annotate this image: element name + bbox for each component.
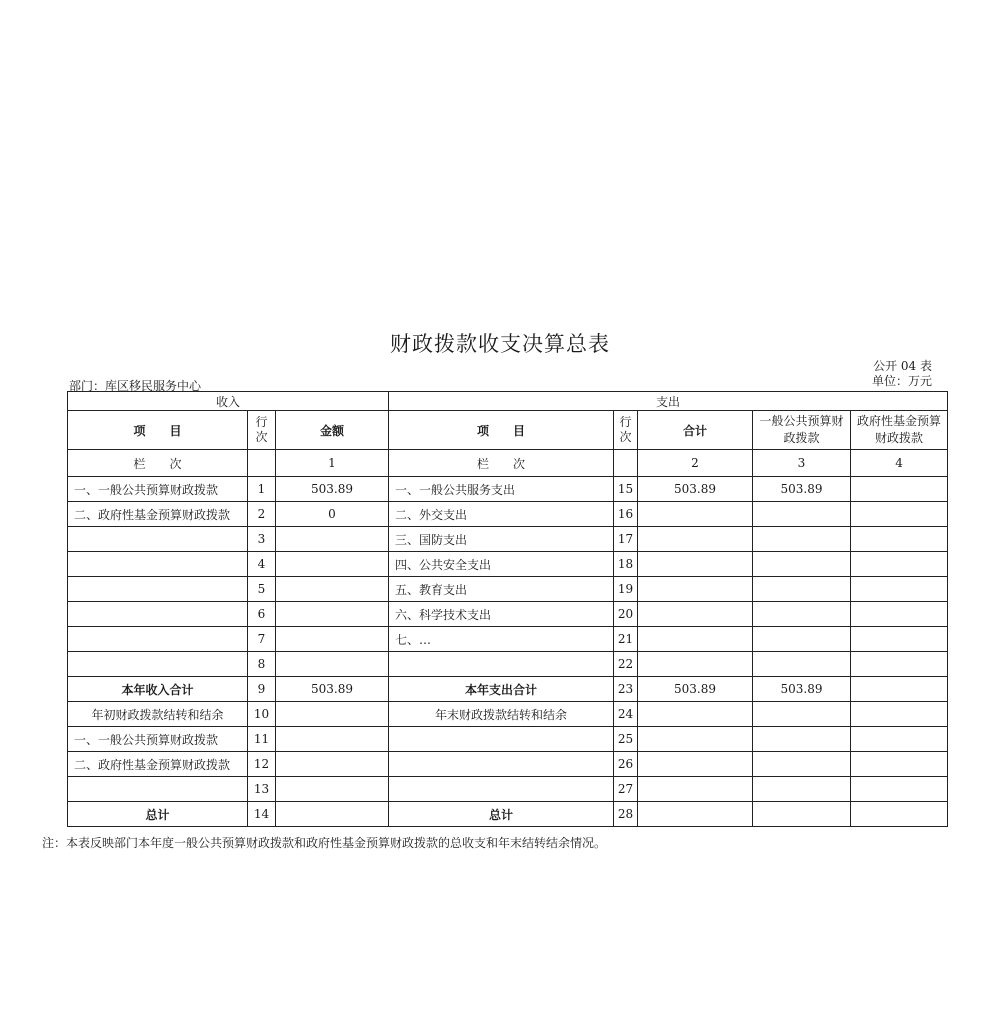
income-amount-cell <box>276 727 389 752</box>
table-row <box>68 502 948 527</box>
table-row <box>68 777 948 802</box>
gov-fund-cell <box>851 577 948 602</box>
gov-fund-cell <box>851 677 948 702</box>
gov-fund-cell <box>851 752 948 777</box>
expense-row-no-cell: 22 <box>614 652 638 677</box>
expense-item-cell: 三、国防支出 <box>389 527 614 552</box>
income-header: 收入 <box>68 392 389 411</box>
income-amount-cell <box>276 602 389 627</box>
income-amount-cell <box>276 652 389 677</box>
expense-item-header: 项 目 <box>389 411 614 450</box>
table-row <box>68 552 948 577</box>
income-amount-cell <box>276 627 389 652</box>
column-number-3: 3 <box>753 450 851 477</box>
income-item-cell <box>68 602 248 627</box>
expense-row-no-cell: 25 <box>614 727 638 752</box>
expense-row-no-cell: 21 <box>614 627 638 652</box>
expense-total-cell: 503.89 <box>638 477 753 502</box>
gov-fund-header: 政府性基金预算财政拨款 <box>851 411 948 450</box>
income-row-no-cell: 4 <box>248 552 276 577</box>
expense-total-cell <box>638 652 753 677</box>
general-budget-cell <box>753 602 851 627</box>
expense-total-cell <box>638 527 753 552</box>
expense-item-cell: 总计 <box>389 802 614 827</box>
income-item-cell <box>68 627 248 652</box>
table-row <box>68 677 948 702</box>
expense-item-cell: 四、公共安全支出 <box>389 552 614 577</box>
gov-fund-cell <box>851 652 948 677</box>
expense-total-cell <box>638 502 753 527</box>
income-amount-cell <box>276 752 389 777</box>
income-row-no-cell: 3 <box>248 527 276 552</box>
general-budget-cell <box>753 752 851 777</box>
general-budget-cell <box>753 577 851 602</box>
expense-row-no-cell: 23 <box>614 677 638 702</box>
income-amount-cell: 503.89 <box>276 677 389 702</box>
general-budget-cell <box>753 502 851 527</box>
general-budget-cell: 503.89 <box>753 477 851 502</box>
expense-total-header: 合计 <box>638 411 753 450</box>
income-amount-cell <box>276 802 389 827</box>
department-label: 部门：库区移民服务中心 <box>69 379 202 393</box>
table-row <box>68 802 948 827</box>
column-label-left: 栏 次 <box>68 450 248 477</box>
gov-fund-cell <box>851 527 948 552</box>
income-row-no-cell: 2 <box>248 502 276 527</box>
expense-item-cell <box>389 727 614 752</box>
expense-item-cell: 一、一般公共服务支出 <box>389 477 614 502</box>
expense-header: 支出 <box>389 392 948 411</box>
expense-row-no-cell: 27 <box>614 777 638 802</box>
general-budget-cell <box>753 802 851 827</box>
income-item-cell: 本年收入合计 <box>68 677 248 702</box>
report-title: 财政拨款收支决算总表 <box>390 332 610 356</box>
general-budget-cell <box>753 652 851 677</box>
income-item-cell: 一、一般公共预算财政拨款 <box>68 727 248 752</box>
income-item-cell <box>68 777 248 802</box>
gov-fund-cell <box>851 727 948 752</box>
expense-row-no-cell: 28 <box>614 802 638 827</box>
general-budget-cell <box>753 552 851 577</box>
footnote: 注：本表反映部门本年度一般公共预算财政拨款和政府性基金预算财政拨款的总收支和年末结转结余情况。 <box>42 836 607 850</box>
income-row-no-cell: 12 <box>248 752 276 777</box>
expense-row-no-cell: 26 <box>614 752 638 777</box>
income-row-no-cell: 1 <box>248 477 276 502</box>
column-blank-right <box>614 450 638 477</box>
expense-total-cell <box>638 702 753 727</box>
income-row-no-cell: 9 <box>248 677 276 702</box>
income-item-cell <box>68 577 248 602</box>
general-budget-cell: 503.89 <box>753 677 851 702</box>
income-row-no-cell: 6 <box>248 602 276 627</box>
gov-fund-cell <box>851 602 948 627</box>
gov-fund-cell <box>851 777 948 802</box>
table-row <box>68 652 948 677</box>
expense-total-cell <box>638 627 753 652</box>
income-row-no-header: 行次 <box>248 411 276 450</box>
expense-item-cell: 五、教育支出 <box>389 577 614 602</box>
general-budget-cell <box>753 727 851 752</box>
column-blank-left <box>248 450 276 477</box>
expense-total-cell <box>638 777 753 802</box>
income-item-cell: 总计 <box>68 802 248 827</box>
income-amount-header: 金额 <box>276 411 389 450</box>
expense-item-cell <box>389 652 614 677</box>
expense-row-no-cell: 24 <box>614 702 638 727</box>
gov-fund-cell <box>851 702 948 727</box>
gov-fund-cell <box>851 552 948 577</box>
table-row <box>68 627 948 652</box>
income-item-cell: 二、政府性基金预算财政拨款 <box>68 752 248 777</box>
general-budget-cell <box>753 527 851 552</box>
general-budget-header: 一般公共预算财政拨款 <box>753 411 851 450</box>
expense-row-no-header: 行次 <box>614 411 638 450</box>
table-row <box>68 602 948 627</box>
expense-total-cell <box>638 552 753 577</box>
income-amount-cell <box>276 777 389 802</box>
table-row <box>68 727 948 752</box>
general-budget-cell <box>753 627 851 652</box>
table-row <box>68 527 948 552</box>
income-row-no-cell: 7 <box>248 627 276 652</box>
expense-item-cell: 二、外交支出 <box>389 502 614 527</box>
expense-total-cell: 503.89 <box>638 677 753 702</box>
income-amount-cell: 503.89 <box>276 477 389 502</box>
column-number-4: 4 <box>851 450 948 477</box>
column-number-1: 1 <box>276 450 389 477</box>
gov-fund-cell <box>851 627 948 652</box>
expense-total-cell <box>638 577 753 602</box>
income-item-header: 项 目 <box>68 411 248 450</box>
income-row-no-cell: 13 <box>248 777 276 802</box>
unit-label: 单位：万元 <box>871 374 932 388</box>
expense-item-cell: 年末财政拨款结转和结余 <box>389 702 614 727</box>
expense-total-cell <box>638 727 753 752</box>
gov-fund-cell <box>851 477 948 502</box>
form-code: 公开 04 表 <box>873 359 932 373</box>
income-row-no-cell: 11 <box>248 727 276 752</box>
expense-item-cell <box>389 752 614 777</box>
income-amount-cell <box>276 702 389 727</box>
expense-item-cell: 六、科学技术支出 <box>389 602 614 627</box>
income-item-cell: 年初财政拨款结转和结余 <box>68 702 248 727</box>
expense-item-cell: 七、… <box>389 627 614 652</box>
income-row-no-cell: 10 <box>248 702 276 727</box>
expense-row-no-cell: 20 <box>614 602 638 627</box>
budget-summary-table <box>67 391 948 827</box>
expense-row-no-cell: 17 <box>614 527 638 552</box>
expense-total-cell <box>638 802 753 827</box>
expense-row-no-cell: 15 <box>614 477 638 502</box>
table-row <box>68 752 948 777</box>
column-label-right: 栏 次 <box>389 450 614 477</box>
expense-row-no-cell: 19 <box>614 577 638 602</box>
income-amount-cell: 0 <box>276 502 389 527</box>
income-item-cell: 二、政府性基金预算财政拨款 <box>68 502 248 527</box>
gov-fund-cell <box>851 802 948 827</box>
general-budget-cell <box>753 777 851 802</box>
expense-item-cell <box>389 777 614 802</box>
table-row <box>68 577 948 602</box>
general-budget-cell <box>753 702 851 727</box>
income-amount-cell <box>276 527 389 552</box>
income-item-cell: 一、一般公共预算财政拨款 <box>68 477 248 502</box>
table-row <box>68 702 948 727</box>
column-number-2: 2 <box>638 450 753 477</box>
income-row-no-cell: 8 <box>248 652 276 677</box>
expense-total-cell <box>638 602 753 627</box>
income-row-no-cell: 5 <box>248 577 276 602</box>
gov-fund-cell <box>851 502 948 527</box>
table-row <box>68 477 948 502</box>
income-item-cell <box>68 552 248 577</box>
income-amount-cell <box>276 552 389 577</box>
income-amount-cell <box>276 577 389 602</box>
income-item-cell <box>68 652 248 677</box>
expense-row-no-cell: 18 <box>614 552 638 577</box>
expense-total-cell <box>638 752 753 777</box>
income-row-no-cell: 14 <box>248 802 276 827</box>
expense-row-no-cell: 16 <box>614 502 638 527</box>
expense-item-cell: 本年支出合计 <box>389 677 614 702</box>
income-item-cell <box>68 527 248 552</box>
